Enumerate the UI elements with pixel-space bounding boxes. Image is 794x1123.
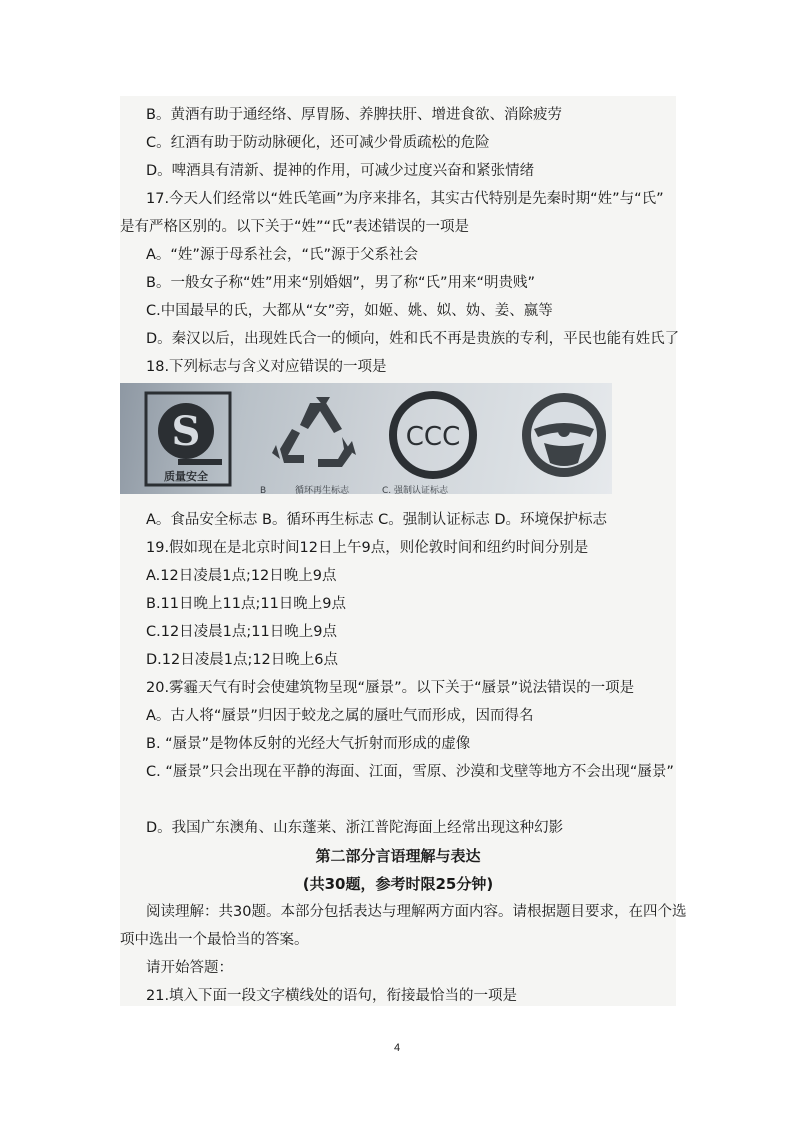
ccc-logo <box>393 395 473 475</box>
q19-option-d: D.12日凌晨1点;12日晚上6点 <box>146 652 339 668</box>
q20-option-b: B. “蜃景”是物体反射的光经大气折射而形成的虚像 <box>146 736 471 752</box>
q17-stem-line2: 是有严格区别的。以下关于“姓”“氏”表述错误的一项是 <box>120 219 470 235</box>
logos-illustration <box>120 383 612 494</box>
photo-caption-recycle: 循环再生标志 <box>295 486 350 494</box>
q18-options: A。食品安全标志 B。循环再生标志 C。强制认证标志 D。环境保护标志 <box>146 512 607 528</box>
q20-option-c: C. “蜃景”只会出现在平静的海面、江面，雪原、沙漠和戈壁等地方不会出现“蜃景” <box>146 764 674 780</box>
q20-option-a: A。古人将“蜃景”归因于蛟龙之属的蜃吐气而形成，因而得名 <box>146 708 534 724</box>
section-subtitle: (共30题，参考时限25分钟) <box>302 875 494 893</box>
food-safety-logo <box>146 393 230 485</box>
instructions-line1: 阅读理解：共30题。本部分包括表达与理解两方面内容。请根据题目要求，在四个选 <box>146 904 687 920</box>
q19-option-a: A.12日凌晨1点;12日晚上9点 <box>146 568 337 584</box>
q16-option-d: D。啤酒具有清新、提神的作用，可减少过度兴奋和紧张情绪 <box>146 163 535 179</box>
q20-option-d: D。我国广东澳角、山东蓬莱、浙江普陀海面上经常出现这种幻影 <box>146 820 564 836</box>
q19-option-c: C.12日凌晨1点;11日晚上9点 <box>146 624 337 640</box>
q17-option-a: A。“姓”源于母系社会，“氏”源于父系社会 <box>146 247 418 263</box>
page-number: 4 <box>393 1042 401 1054</box>
q21-stem: 21.填入下面一段文字横线处的语句，衔接最恰当的一项是 <box>146 988 518 1004</box>
section-title: 第二部分言语理解与表达 <box>315 847 481 865</box>
q20-stem: 20.雾霾天气有时会使建筑物呈现“蜃景”。以下关于“蜃景”说法错误的一项是 <box>146 680 635 696</box>
q16-option-b: B。黄酒有助于通经络、厚胃肠、养脾扶肝、增进食欲、消除疲劳 <box>146 107 562 123</box>
s-letter: S <box>171 408 201 455</box>
q16-option-c: C。红酒有助于防动脉硬化，还可减少骨质疏松的危险 <box>146 135 490 151</box>
recycling-logo <box>272 397 356 467</box>
q17-option-c: C.中国最早的氏，大都从“女”旁，如姬、姚、姒、妫、姜、嬴等 <box>146 303 553 319</box>
q17-stem-line1: 17.今天人们经常以“姓氏笔画”为序来排名，其实古代特别是先秦时期“姓”与“氏” <box>146 191 664 207</box>
photo-caption-ccc: C. 强制认证标志 <box>382 486 449 494</box>
instructions-line2: 项中选出一个最恰当的答案。 <box>120 932 309 948</box>
photo-caption-b: B <box>260 486 267 494</box>
q19-option-b: B.11日晚上11点;11日晚上9点 <box>146 596 347 612</box>
ccc-text: CCC <box>405 422 461 452</box>
environment-logo <box>522 393 606 477</box>
q17-option-b: B。一般女子称“姓”用来“别婚姻”，男了称“氏”用来“明贵贱” <box>146 275 536 291</box>
q17-option-d: D。秦汉以后，出现姓氏合一的倾向，姓和氏不再是贵族的专利，平民也能有姓氏了 <box>146 331 680 347</box>
logos-photo <box>120 383 612 494</box>
q19-stem: 19.假如现在是北京时间12日上午9点，则伦敦时间和纽约时间分别是 <box>146 540 589 556</box>
q18-stem: 18.下列标志与含义对应错误的一项是 <box>146 359 387 375</box>
food-safety-text: 质量安全 <box>164 470 208 483</box>
start-prompt: 请开始答题： <box>146 960 233 976</box>
